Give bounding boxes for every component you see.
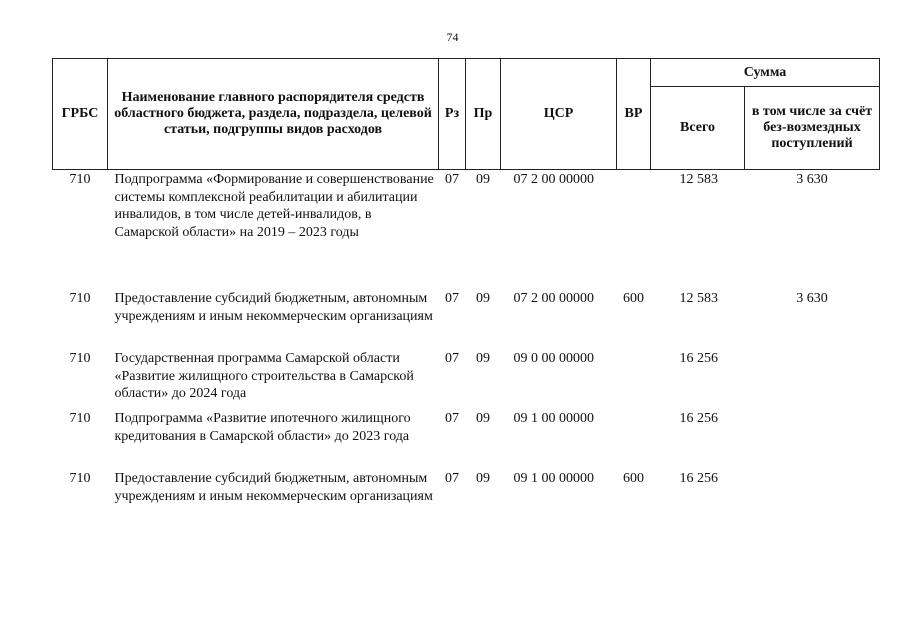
budget-table <box>52 58 880 530</box>
cell-rz: 07 <box>445 351 459 366</box>
header-total: Всего <box>651 87 745 170</box>
cell-free: 3 630 <box>796 291 828 306</box>
table-row <box>53 350 880 410</box>
cell-grbs: 710 <box>69 291 91 306</box>
cell-csr: 07 2 00 00000 <box>513 172 594 187</box>
cell-csr: 09 0 00 00000 <box>513 351 594 366</box>
header-vr: ВР <box>617 59 651 170</box>
header-csr: ЦСР <box>501 59 617 170</box>
table-body <box>53 170 880 531</box>
cell-grbs: 710 <box>69 471 91 486</box>
cell-csr: 09 1 00 00000 <box>513 471 594 486</box>
header-name: Наименование главного распорядителя средств областного бюджета, раздела, подраздела, целевой статьи, подгруппы видов расходов <box>108 59 439 170</box>
cell-rz: 07 <box>445 172 459 187</box>
cell-total: 16 256 <box>679 411 718 426</box>
header-grbs: ГРБС <box>53 59 108 170</box>
cell-vr <box>617 170 651 291</box>
cell-name: Подпрограмма «Формирование и совершенствование системы комплексной реабилитации и абилитации инвалидов, в том числе детей-инвалидов, в Самарской области» на 2019 – 2023 годы <box>114 172 434 240</box>
page-number: 74 <box>446 30 459 44</box>
header-sum: Сумма <box>651 59 880 87</box>
cell-pr: 09 <box>476 411 490 426</box>
cell-vr <box>617 350 651 410</box>
cell-rz: 07 <box>445 471 459 486</box>
cell-total: 12 583 <box>679 291 718 306</box>
cell-csr: 07 2 00 00000 <box>513 291 594 306</box>
cell-vr: 600 <box>623 471 644 486</box>
cell-free <box>745 350 880 410</box>
cell-total: 16 256 <box>679 471 718 486</box>
cell-total: 12 583 <box>679 172 718 187</box>
cell-grbs: 710 <box>69 411 91 426</box>
cell-csr: 09 1 00 00000 <box>513 411 594 426</box>
cell-pr: 09 <box>476 291 490 306</box>
cell-free <box>745 470 880 530</box>
cell-grbs: 710 <box>69 351 91 366</box>
cell-total: 16 256 <box>679 351 718 366</box>
table-header <box>53 59 880 170</box>
cell-free: 3 630 <box>796 172 828 187</box>
header-rz: Рз <box>439 59 466 170</box>
cell-pr: 09 <box>476 351 490 366</box>
cell-vr <box>617 410 651 470</box>
cell-name: Предоставление субсидий бюджетным, автономным учреждениям и иным некоммерческим организациям <box>114 471 433 504</box>
header-pr: Пр <box>466 59 501 170</box>
cell-pr: 09 <box>476 471 490 486</box>
table-row <box>53 410 880 470</box>
cell-vr: 600 <box>623 291 644 306</box>
cell-name: Предоставление субсидий бюджетным, автономным учреждениям и иным некоммерческим организациям <box>114 291 433 324</box>
table-row <box>53 290 880 350</box>
cell-pr: 09 <box>476 172 490 187</box>
table-row <box>53 170 880 291</box>
cell-name: Государственная программа Самарской области «Развитие жилищного строительства в Самарской области» до 2024 года <box>114 351 414 401</box>
cell-rz: 07 <box>445 291 459 306</box>
cell-rz: 07 <box>445 411 459 426</box>
cell-free <box>745 410 880 470</box>
cell-name: Подпрограмма «Развитие ипотечного жилищного кредитования в Самарской области» до 2023 года <box>114 411 411 444</box>
header-free: в том числе за счёт без-возмездных поступлений <box>745 87 880 170</box>
table-row <box>53 470 880 530</box>
cell-grbs: 710 <box>69 172 91 187</box>
